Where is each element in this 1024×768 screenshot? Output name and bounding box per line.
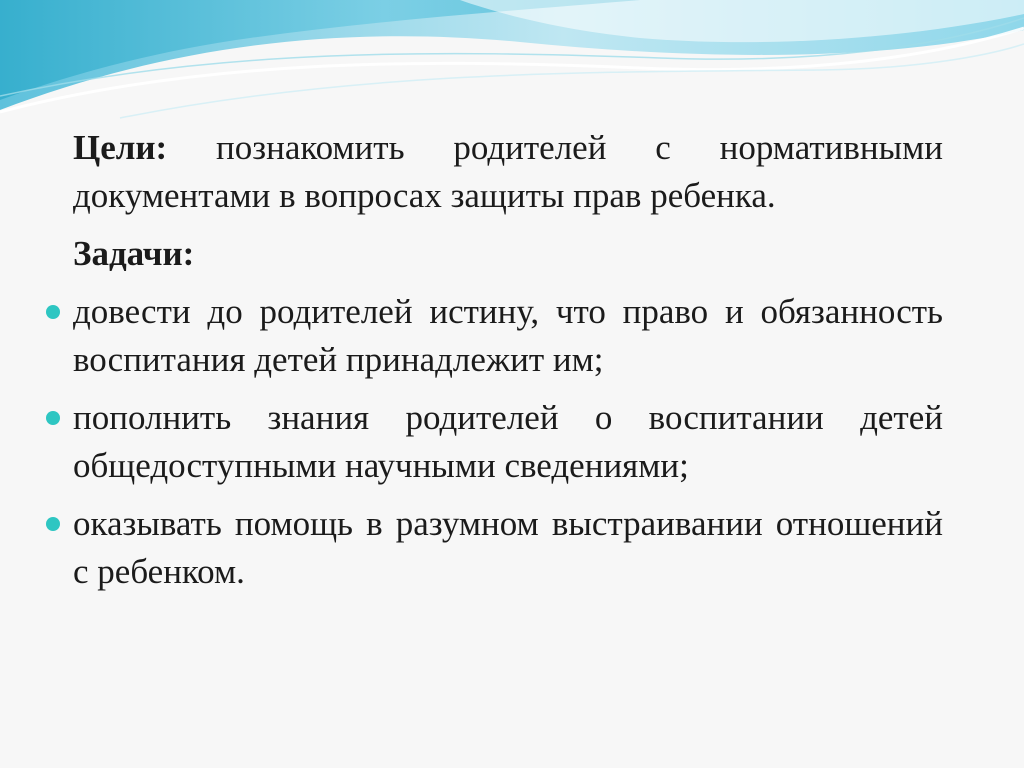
tasks-list [73, 288, 943, 596]
goals-paragraph [73, 124, 943, 220]
tasks-label: Задачи: [73, 234, 195, 273]
task-text: довести до родителей истину, что право и обязанность воспитания детей принадлежит им; [73, 292, 943, 379]
bullet-dot-icon [46, 305, 60, 319]
bullet-dot-icon [46, 411, 60, 425]
task-text: пополнить знания родителей о воспитании детей общедоступными научными сведениями; [73, 398, 943, 485]
goals-text: познакомить родителей с нормативными документами в вопросах защиты прав ребенка. [73, 128, 944, 215]
list-item [73, 288, 943, 384]
goals-label: Цели: [73, 128, 168, 167]
bullet-dot-icon [46, 517, 60, 531]
header-wave-decoration [0, 0, 1024, 130]
list-item [73, 500, 943, 596]
task-text: оказывать помощь в разумном выстраивании отношений с ребенком. [73, 504, 943, 591]
list-item [73, 394, 943, 490]
slide-content [73, 124, 943, 606]
